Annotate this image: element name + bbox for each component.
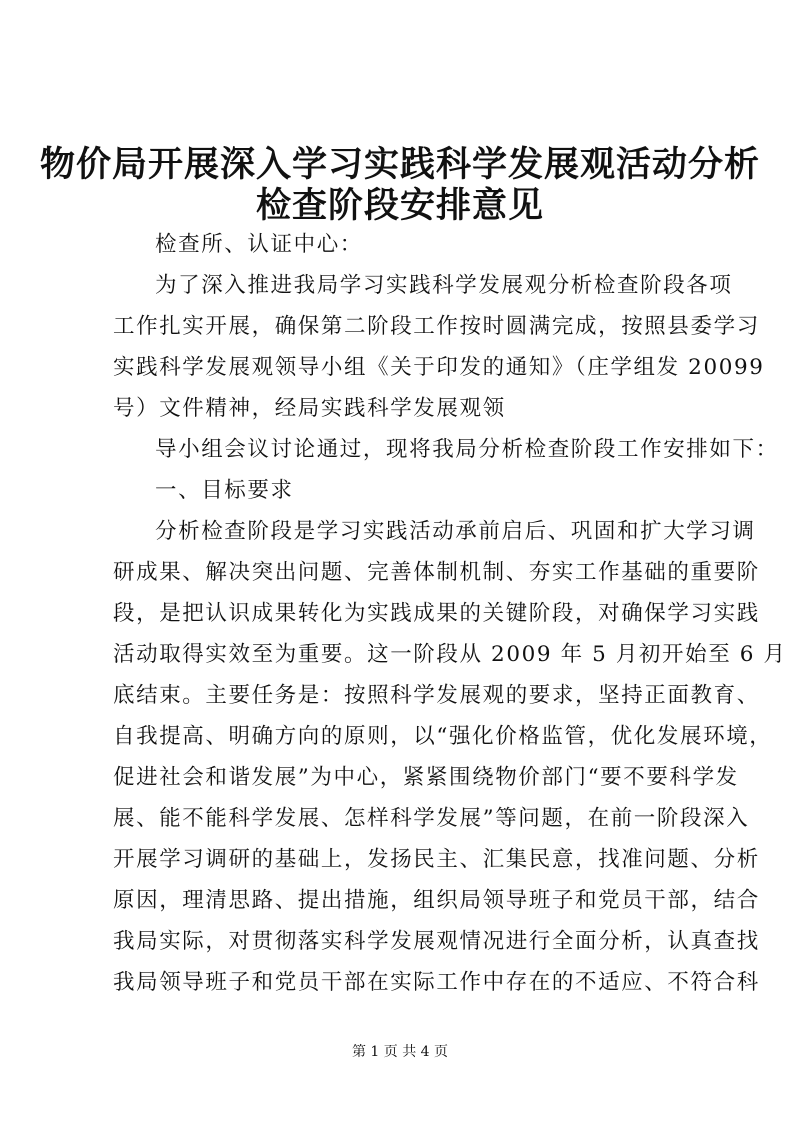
body-line: 底结束。主要任务是：按照科学发展观的要求，坚持正面教育、 [113,683,760,708]
body-line: 活动取得实效至为重要。这一阶段从 2009 年 5 月初开始至 6 月 [113,642,787,667]
body-line: 展、能不能科学发展、怎样科学发展”等问题，在前一阶段深入 [113,806,750,831]
page-footer: 第 1 页 共 4 页 [351,1044,449,1060]
section-heading: 一、目标要求 [155,478,294,503]
body-line: 研成果、解决突出问题、完善体制机制、夯实工作基础的重要阶 [113,560,760,585]
document-title-line-2: 检查阶段安排意见 [255,185,544,226]
document-title-line-1: 物价局开展深入学习实践科学发展观活动分析 [39,144,760,185]
body-line: 自我提高、明确方向的原则，以“强化价格监管，优化发展环境， [113,724,773,749]
body-line: 原因，理清思路、提出措施，组织局领导班子和党员干部，结合 [113,888,760,913]
body-line: 我局实际，对贯彻落实科学发展观情况进行全面分析，认真查找 [113,929,760,954]
body-line: 工作扎实开展，确保第二阶段工作按时圆满完成，按照县委学习 [113,314,760,339]
body-line: 开展学习调研的基础上，发扬民主、汇集民意，找准问题、分析 [113,847,760,872]
body-line: 实践科学发展观领导小组《关于印发的通知》（庄学组发 20099 [113,355,765,380]
salutation: 检查所、认证中心： [155,232,363,257]
body-line: 促进社会和谐发展”为中心，紧紧围绕物价部门“要不要科学发 [113,765,739,790]
body-line: 导小组会议讨论通过，现将我局分析检查阶段工作安排如下： [155,437,779,462]
body-line: 号）文件精神，经局实践科学发展观领 [113,396,506,421]
body-line: 为了深入推进我局学习实践科学发展观分析检查阶段各项 [155,273,733,298]
body-line: 段，是把认识成果转化为实践成果的关键阶段，对确保学习实践 [113,601,760,626]
body-line: 我局领导班子和党员干部在实际工作中存在的不适应、不符合科 [113,970,760,995]
body-line: 分析检查阶段是学习实践活动承前启后、巩固和扩大学习调 [155,519,756,544]
